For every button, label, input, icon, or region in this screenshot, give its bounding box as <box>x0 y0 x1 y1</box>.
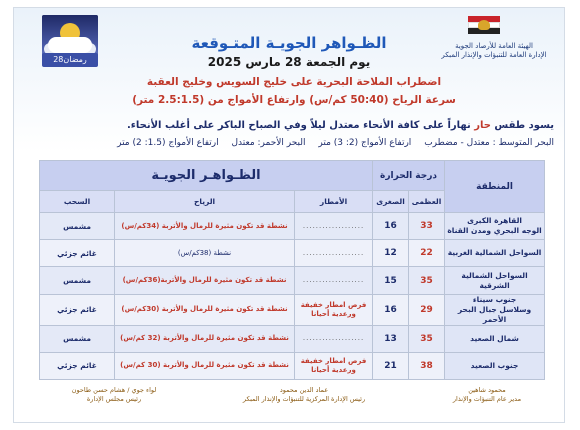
wind-cell: نشطة قد تكون مثيرة للرمال والأتربة (34كم/س) <box>115 213 295 240</box>
min-temp-cell: 15 <box>373 267 409 294</box>
min-temp-cell: 12 <box>373 240 409 267</box>
header-max: العظمى <box>409 191 445 213</box>
min-temp-cell: 13 <box>373 325 409 352</box>
clouds-cell: غائم جزئي <box>40 294 115 325</box>
region-cell: شمال الصعيد <box>445 325 545 352</box>
weather-summary <box>24 120 554 131</box>
min-temp-cell: 16 <box>373 213 409 240</box>
med-sea-waves: ارتفاع الأمواج (2: 3) متر <box>318 138 412 148</box>
authority-logo <box>464 16 504 42</box>
table-row <box>40 352 545 379</box>
med-sea-state: البحر المتوسط : معتدل - مضطرب <box>424 138 554 148</box>
region-cell: السواحل الشمالية الشرقية <box>445 267 545 294</box>
header-wind: الرياح <box>115 191 295 213</box>
page-title: الظـواهر الجويـة المتـوقعة <box>191 34 387 52</box>
signature-central-admin: عماد الدين محمود رئيس الإدارة المركزية للتنبؤات والإنذار المبكر <box>242 386 366 403</box>
summary-hot-word: حار <box>474 120 491 131</box>
clouds-cell: مشمس <box>40 213 115 240</box>
header-phenomena: الظـواهـر الجويـة <box>40 161 373 191</box>
rain-cell: ................... <box>295 240 373 267</box>
wind-cell: نشطة قد تكون مثيرة للرمال والأتربة (32 كم/س) <box>115 325 295 352</box>
header-region: المنطقة <box>445 161 545 213</box>
max-temp-cell: 29 <box>409 294 445 325</box>
hijri-date-tag: 28رمضان <box>42 53 98 67</box>
wind-cell: نشطة قد تكون مثيرة للرمال والأتربة(36كم/س) <box>115 267 295 294</box>
marine-alert-line: اضطراب الملاحة البحرية على خليج السويس وخليج العقبة <box>146 76 442 88</box>
sea-conditions <box>24 138 554 148</box>
table-row <box>40 213 545 240</box>
region-cell: السواحل الشمالية الغربية <box>445 240 545 267</box>
table-row <box>40 325 545 352</box>
clouds-cell: غائم جزئي <box>40 240 115 267</box>
clouds-cell: غائم جزئي <box>40 352 115 379</box>
max-temp-cell: 33 <box>409 213 445 240</box>
wind-cell: نشطة قد تكون مثيرة للرمال والأتربة (30 كم/س) <box>115 352 295 379</box>
region-cell: جنوب الصعيد <box>445 352 545 379</box>
header-min: الصغرى <box>373 191 409 213</box>
forecast-date: يوم الجمعة 28 مارس 2025 <box>207 55 371 69</box>
wind-cell: نشطة قد تكون مثيرة للرمال والأتربة (30كم/س) <box>115 294 295 325</box>
forecast-table <box>39 160 545 380</box>
rain-cell: ................... <box>295 213 373 240</box>
min-temp-cell: 16 <box>373 294 409 325</box>
rain-cell: فرص امطار خفيفة ورعدية أحيانا <box>295 294 373 325</box>
signature-board-chair: لواء جوي / هشام حسن طاحون رئيس مجلس الإدارة <box>71 386 157 403</box>
header-rain: الأمطار <box>295 191 373 213</box>
table-row <box>40 240 545 267</box>
min-temp-cell: 21 <box>373 352 409 379</box>
max-temp-cell: 22 <box>409 240 445 267</box>
clouds-cell: مشمس <box>40 267 115 294</box>
header-clouds: السحب <box>40 191 115 213</box>
summary-text-1: يسود طقس <box>490 120 554 131</box>
forecast-sheet <box>13 7 565 423</box>
rain-cell: ................... <box>295 325 373 352</box>
max-temp-cell: 35 <box>409 267 445 294</box>
max-temp-cell: 38 <box>409 352 445 379</box>
header-temperature: درجة الحرارة <box>373 161 445 191</box>
rain-cell: ................... <box>295 267 373 294</box>
summary-text-2: نهاراً على كافة الأنحاء معتدل ليلاً وفي الصباح الباكر على أغلب الأنحاء. <box>126 120 475 131</box>
red-sea-waves: ارتفاع الأمواج (1.5: 2) متر <box>117 138 219 148</box>
region-cell: جنوب سيناء وسلاسل جبال البحر الأحمر <box>445 294 545 325</box>
table-row <box>40 294 545 325</box>
region-cell: القاهرة الكبرى الوجه البحري ومدن القناة <box>445 213 545 240</box>
authority-name: الهيئة العامة للأرصاد الجوية الإدارة العامة للتنبؤات والإنذار المبكر <box>441 42 547 59</box>
clouds-cell: مشمس <box>40 325 115 352</box>
marine-alert-detail: سرعة الرياح (50:40 كم/س) وارتفاع الأمواج من (2.5:1.5 متر) <box>132 94 456 106</box>
signature-forecast-director: محمود شاهين مدير عام التنبؤات والإنذار <box>452 386 522 403</box>
rain-cell: فرص امطار خفيفة ورعدية أحيانا <box>295 352 373 379</box>
table-row <box>40 267 545 294</box>
red-sea-state: البحر الأحمر: معتدل <box>231 138 306 148</box>
wind-cell: نشطة (38كم/س) <box>115 240 295 267</box>
max-temp-cell: 35 <box>409 325 445 352</box>
